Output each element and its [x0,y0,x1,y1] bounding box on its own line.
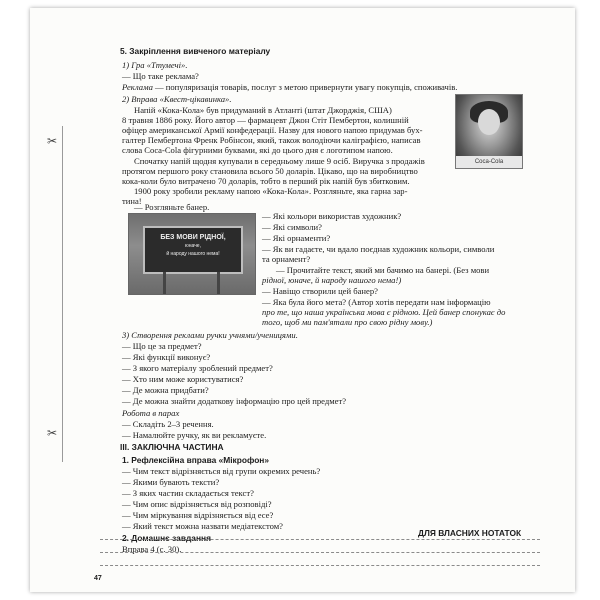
banner-answer: рідної, юначе, й народу нашого нема!) [262,275,402,285]
banner-pole [163,272,166,294]
banner-question: — Прочитайте текст, який ми бачимо на банері. (Без мови [276,265,490,275]
text-line: слова Coca-Cola фігурними буквами, які до цього дня є логотипом напою. [122,145,393,155]
scissors-icon: ✂ [47,134,58,148]
banner-answer: про те, що наша українська мова є рідною. Цей банер спонукає до [262,307,506,317]
banner-answer: того, щоб ми пам'ятали про свою рідну мову.) [262,317,433,327]
pairs-task: — Складіть 2–3 речення. [122,419,214,429]
create-ad-label: 3) Створення реклами ручки учнями/ученицями. [122,330,298,340]
notes-line [100,552,540,553]
workbook-page [30,8,575,592]
banner-question: — Навіщо створили цей банер? [262,286,378,296]
banner-question: та орнамент? [262,254,311,264]
banner-question: — Які символи? [262,222,322,232]
reflection-question: — Чим текст відрізняється від групи окремих речень? [122,466,321,476]
banner-question: — Які орнаменти? [262,233,331,243]
homework-label: 2. Домашнє завдання [122,533,211,543]
text-line: протягом першого року становила всього 50 доларів. Цікаво, що на виробництво [122,166,418,176]
margin-rule [62,126,63,462]
answer-line: Реклама — популяризація товарів, послуг з метою привернути увагу покупців, споживачів. [122,82,458,92]
section-3-title: III. ЗАКЛЮЧНА ЧАСТИНА [120,442,224,452]
banner-question: — Які кольори використав художник? [262,211,402,221]
ad-question: — Де можна придбати? [122,385,209,395]
reflection-question: — З яких частин складається текст? [122,488,254,498]
ad-question: — Що це за предмет? [122,341,202,351]
notes-line [100,565,540,566]
scissors-icon: ✂ [47,426,58,440]
ad-question: — З якого матеріалу зроблений предмет? [122,363,273,373]
reflection-question: — Чим опис відрізняється від розповіді? [122,499,272,509]
banner-pole [217,272,220,294]
banner-text: й народу нашого нема! [166,251,220,257]
banner-photo [128,213,256,295]
banner-text: юначе, [185,243,201,249]
text-line: галтер Пембертона Френк Робінсон, який, також володіючи каліграфією, написав [122,135,421,145]
page-number: 47 [94,575,102,582]
banner-board [143,226,243,274]
game-label: 1) Гра «Ттумечі». [122,60,188,70]
pairs-label: Робота в парах [122,408,180,418]
question-line: — Що таке реклама? [122,71,199,81]
coca-cola-ad-image [455,94,523,169]
reflection-label: 1. Рефлексійна вправа «Мікрофон» [122,455,270,465]
banner-question: — Яка була його мета? (Автор хотів передати нам інформацію [262,297,491,307]
homework-text: Вправа 4 (с. 30). [122,544,182,554]
face-shape [478,109,500,135]
banner-question: — Як ви гадаєте, чи вдало поєднав художник кольори, символи [262,244,495,254]
ad-question: — Які функції виконує? [122,352,211,362]
photo-caption: Coca-Cola [456,156,522,168]
text-line: кока-коли було витрачено 70 доларів, тобто в перший рік напій був збитковим. [122,176,410,186]
text-line: Спочатку напій щодня купували в середньому лише 9 осіб. Виручка з продажів [134,156,425,166]
pairs-task: — Намалюйте ручку, як ви рекламуєте. [122,430,267,440]
text-line: 1900 року зробили рекламу напою «Кока-Кола». Розгляньте, яка гарна зар- [134,186,408,196]
text-line: Напій «Кока-Кола» був придуманий в Атланті (штат Джорджія, США) [134,105,392,115]
reflection-question: — Якими бувають тексти? [122,477,220,487]
reflection-question: — Чим міркування відрізняється від есе? [122,510,274,520]
instruction-line: — Розгляньте банер. [134,202,210,212]
text-line: офіцер американської Армії конфедерації. Назву для нового напою придумав бух- [122,125,423,135]
text-line: тина! [122,196,142,206]
reflection-question: — Який текст можна назвати медіатекстом? [122,521,283,531]
notes-label: ДЛЯ ВЛАСНИХ НОТАТОК [418,528,522,538]
notes-line [100,539,540,540]
quest-label: 2) Вправа «Квест-цікавинка». [122,94,232,104]
ad-question: — Хто ним може користуватися? [122,374,244,384]
text-line: 8 травня 1886 року. Його автор — фармацевт Джон Стіт Пембертон, колишній [122,115,409,125]
ad-question: — Де можна знайти додаткову інформацію про цей предмет? [122,396,347,406]
banner-text: БЕЗ МОВИ РІДНОЇ, [160,234,226,241]
section-5-title: 5. Закріплення вивченого матеріалу [120,46,271,56]
